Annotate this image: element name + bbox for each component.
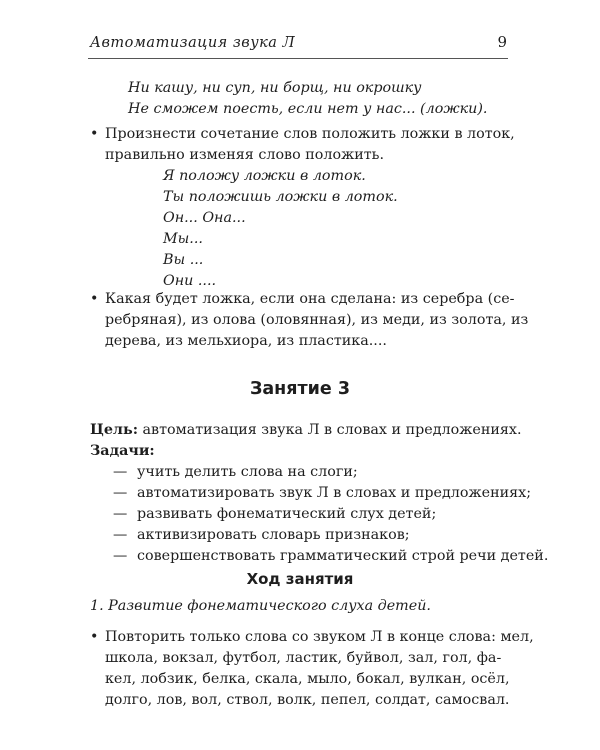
task-item: — развивать фонематический слух детей;	[113, 504, 600, 525]
task-item: — учить делить слова на слоги;	[113, 462, 600, 483]
course-title: Ход занятия	[246, 570, 354, 588]
conjugation-line: Вы ...	[163, 252, 204, 268]
dash-icon: —	[113, 485, 128, 501]
page-number: 9	[497, 33, 507, 51]
riddle-poem	[128, 78, 600, 120]
bullet-paragraph-3	[90, 627, 534, 711]
paragraph-line: школа, вокзал, футбол, ластик, буйвол, зал, гол, фа-	[105, 650, 502, 666]
paragraph-line: ребряная), из олова (оловянная), из меди, из золота, из	[105, 312, 529, 328]
conjugation-line: Ты положишь ложки в лоток.	[163, 189, 398, 205]
goal-text: автоматизация звука Л в словах и предложениях.	[137, 422, 522, 438]
task-item: — активизировать словарь признаков;	[113, 525, 600, 546]
poem-line: Не сможем поесть, если нет у нас... (ложки).	[128, 101, 488, 117]
task-item: — автоматизировать звук Л в словах и предложениях;	[113, 483, 600, 504]
conjugation-line: Мы...	[163, 231, 203, 247]
paragraph-line: Произнести сочетание слов положить ложки в лоток,	[105, 126, 515, 142]
bullet-icon: •	[90, 629, 99, 645]
paragraph-line: Какая будет ложка, если она сделана: из серебра (се-	[105, 291, 515, 307]
dash-icon: —	[113, 506, 128, 522]
goal-block	[90, 420, 600, 462]
dash-icon: —	[113, 527, 128, 543]
lesson-title: Занятие 3	[249, 379, 351, 399]
conjugation-line: Он... Она...	[163, 210, 246, 226]
paragraph-line: Повторить только слова со звуком Л в конце слова: мел,	[105, 629, 534, 645]
paragraph-line: дерева, из мельхиора, из пластика....	[105, 333, 387, 349]
header-title: Автоматизация звука Л	[90, 35, 296, 51]
goal-label: Цель:	[90, 422, 138, 438]
header-rule	[88, 58, 508, 59]
task-item: — совершенствовать грамматический строй речи детей.	[113, 546, 600, 567]
section-heading: 1. Развитие фонематического слуха детей.	[90, 598, 431, 614]
conjugation-list	[163, 166, 600, 292]
tasks-label: Задачи:	[90, 443, 155, 459]
conjugation-line: Они ....	[163, 273, 217, 289]
bullet-paragraph-1	[90, 124, 515, 166]
paragraph-line: правильно изменяя слово положить.	[105, 147, 384, 163]
bullet-paragraph-2	[90, 289, 529, 352]
bullet-icon: •	[90, 291, 99, 307]
tasks-list	[113, 462, 600, 567]
dash-icon: —	[113, 464, 128, 480]
dash-icon: —	[113, 548, 128, 564]
conjugation-line: Я положу ложки в лоток.	[163, 168, 366, 184]
paragraph-line: долго, лов, вол, ствол, волк, пепел, солдат, самосвал.	[105, 692, 510, 708]
poem-line: Ни кашу, ни суп, ни борщ, ни окрошку	[128, 80, 422, 96]
running-header	[90, 33, 507, 51]
paragraph-line: кел, лобзик, белка, скала, мыло, бокал, вулкан, осёл,	[105, 671, 510, 687]
bullet-icon: •	[90, 126, 99, 142]
